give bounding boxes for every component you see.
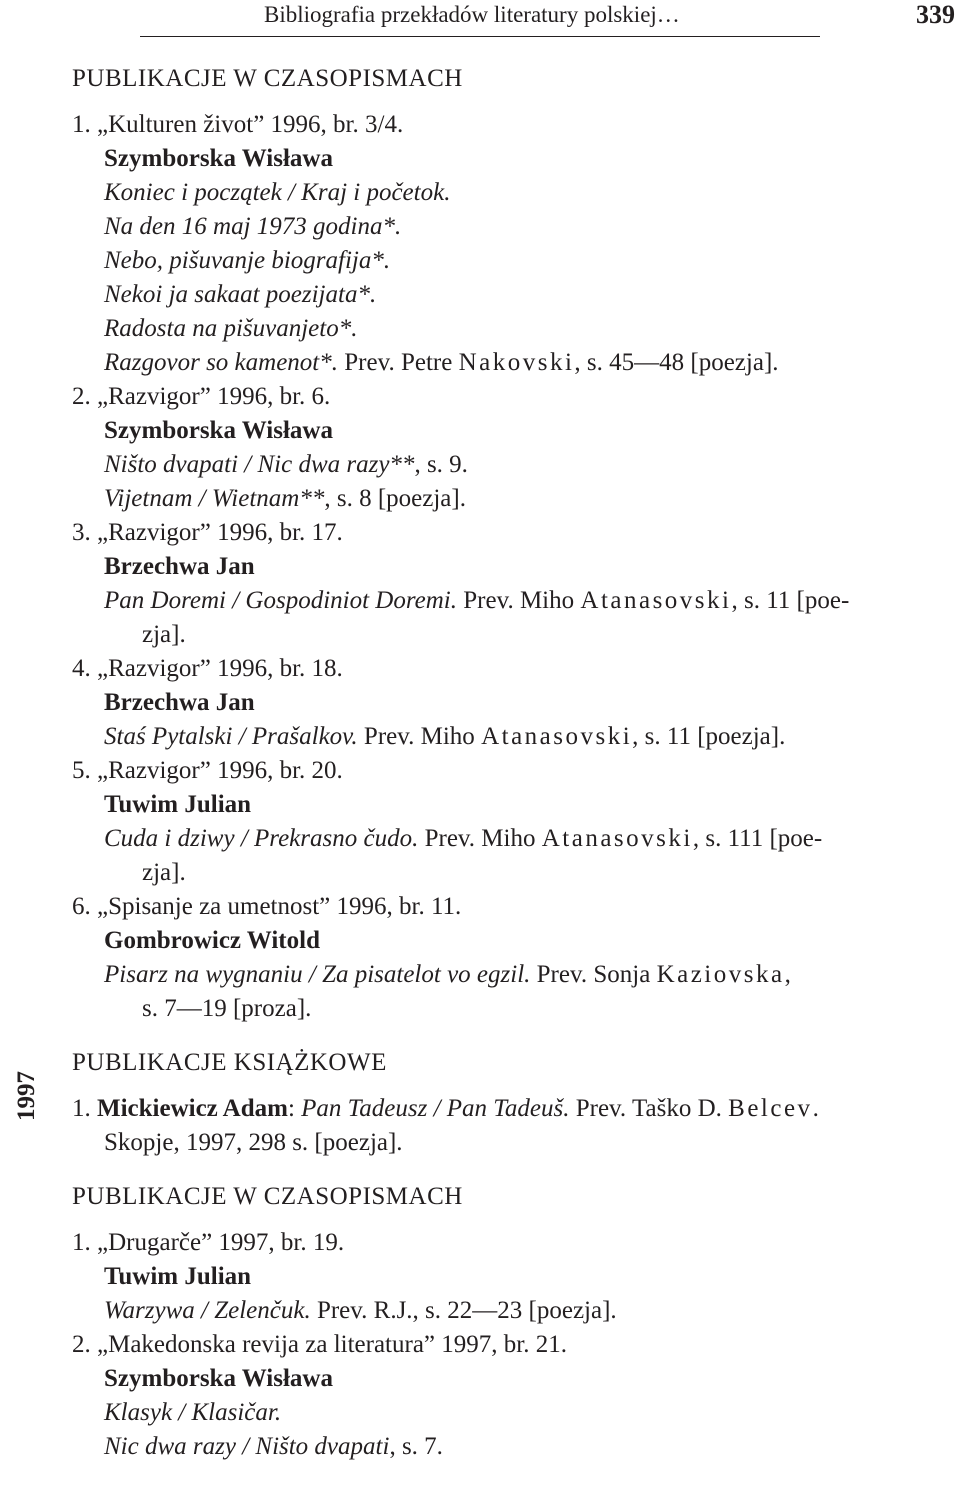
entry-title: Cuda i dziwy / Prekrasno čudo. [104, 825, 419, 852]
entry-title-line [104, 346, 958, 380]
entry-title: Nebo, pišuvanje biografija*. [104, 247, 391, 274]
entry-1 [72, 108, 958, 380]
entry-author: Szymborska Wisława [104, 1365, 333, 1392]
entry-title: Radosta na pišuvanjeto*. [104, 315, 358, 342]
translator-name: Atanasovski [481, 723, 633, 750]
section-title-books-1997: PUBLIKACJE KSIĄŻKOWE [72, 1049, 387, 1076]
translator-name: Kaziovska [656, 961, 785, 988]
entry-source: 1. „Drugarče” 1997, br. 19. [72, 1229, 345, 1256]
entry-title-line [104, 1294, 958, 1328]
running-title: Bibliografia przekładów literatury polskiej… [264, 2, 680, 27]
translator-prefix: Prev. Miho [457, 587, 581, 614]
entry-2 [72, 380, 958, 516]
entry-author: Brzechwa Jan [104, 689, 255, 716]
entry-title: Pisarz na wygnaniu / Za pisatelot vo egzil. [104, 961, 531, 988]
entry-title-line [104, 822, 958, 856]
entry-4 [72, 652, 958, 754]
entry-author: Gombrowicz Witold [104, 927, 320, 954]
entry-source: 3. „Razvigor” 1996, br. 17. [72, 519, 343, 546]
entry-5 [72, 754, 958, 890]
entry-title: Warzywa / Zelenčuk. [104, 1297, 311, 1324]
entry-pages: , s. 7. [389, 1433, 443, 1460]
entry-title: Razgovor so kamenot*. [104, 349, 338, 376]
translator-name: Belcev [728, 1095, 813, 1122]
entry-title: Pan Doremi / Gospodiniot Doremi. [104, 587, 457, 614]
entry-source: 2. „Makedonska revija za literatura” 1997, br. 21. [72, 1331, 567, 1358]
entry-title: Staś Pytalski / Prašalkov. [104, 723, 358, 750]
entry-pages: , s. 45—48 [poezja]. [574, 349, 779, 376]
entry-pages: , s. 9. [414, 451, 468, 478]
book-entry-1 [72, 1092, 958, 1160]
entry-title-line [72, 1092, 958, 1126]
entry-source: 6. „Spisanje za umetnost” 1996, br. 11. [72, 893, 462, 920]
entry-author: Szymborska Wisława [104, 417, 333, 444]
page-number: 339 [916, 0, 955, 29]
section-title-periodicals-1997: PUBLIKACJE W CZASOPISMACH [72, 1183, 463, 1210]
entry-title: Ništo dvapati / Nic dwa razy** [104, 451, 415, 478]
entry-title-line [104, 584, 958, 618]
entry-title-line [104, 448, 958, 482]
year-tab: 1997 [13, 1071, 40, 1121]
entry-source: 2. „Razvigor” 1996, br. 6. [72, 383, 331, 410]
translator-prefix: Prev. Petre [338, 349, 459, 376]
entry-author: Szymborska Wisława [104, 145, 333, 172]
translator-prefix: Prev. Taško D. [569, 1095, 729, 1122]
bibliography-content [72, 62, 958, 1464]
entry-6 [72, 890, 958, 1026]
entry-title: Klasyk / Klasičar. [104, 1399, 282, 1426]
entry-3 [72, 516, 958, 652]
running-header [140, 0, 820, 37]
entry-1997-2 [72, 1328, 958, 1464]
entry-title: Koniec i początek / Kraj i početok. [104, 179, 451, 206]
translator-prefix: Prev. Miho [418, 825, 542, 852]
entry-source: 1. „Kulturen život” 1996, br. 3/4. [72, 111, 404, 138]
entry-number: 1. [72, 1095, 97, 1122]
entry-title: Nekoi ja sakaat poezijata*. [104, 281, 377, 308]
entry-pages: , [784, 961, 791, 988]
entry-author: Tuwim Julian [104, 791, 252, 818]
entry-source: 4. „Razvigor” 1996, br. 18. [72, 655, 343, 682]
entry-pages: Prev. R.J., s. 22—23 [poezja]. [310, 1297, 617, 1324]
translator-prefix: Prev. Miho [357, 723, 482, 750]
entry-title: Vijetnam / Wietnam** [104, 485, 325, 512]
entry-pages: , s. 111 [poe- [692, 825, 823, 852]
translator-name: Atanasovski [580, 587, 732, 614]
entry-source: 5. „Razvigor” 1996, br. 20. [72, 757, 343, 784]
entry-punct: . [812, 1095, 819, 1122]
translator-name: Nakovski [458, 349, 575, 376]
entry-title: Pan Tadeusz / Pan Tadeuš. [301, 1095, 570, 1122]
entry-title-line [104, 482, 958, 516]
entry-title-line [104, 958, 958, 992]
entry-pages: , s. 8 [poezja]. [324, 485, 466, 512]
entry-title: Na den 16 maj 1973 godina*. [104, 213, 402, 240]
entry-title-line [104, 1430, 958, 1464]
entry-title: Nic dwa razy / Ništo dvapati [104, 1433, 390, 1460]
entry-continuation: s. 7—19 [proza]. [142, 995, 312, 1022]
entry-author: Brzechwa Jan [104, 553, 255, 580]
section-title-periodicals-1996: PUBLIKACJE W CZASOPISMACH [72, 65, 463, 92]
entry-continuation: zja]. [142, 859, 186, 886]
entry-separator: : [287, 1095, 302, 1122]
entry-1997-1 [72, 1226, 958, 1328]
translator-prefix: Prev. Sonja [530, 961, 657, 988]
entry-author: Tuwim Julian [104, 1263, 252, 1290]
entry-pages: , s. 11 [poe- [731, 587, 850, 614]
translator-name: Atanasovski [541, 825, 693, 852]
entry-author: Mickiewicz Adam [97, 1095, 288, 1122]
entry-continuation: Skopje, 1997, 298 s. [poezja]. [104, 1129, 403, 1156]
entry-pages: , s. 11 [poezja]. [632, 723, 786, 750]
entry-title-line [104, 720, 958, 754]
entry-continuation: zja]. [142, 621, 186, 648]
